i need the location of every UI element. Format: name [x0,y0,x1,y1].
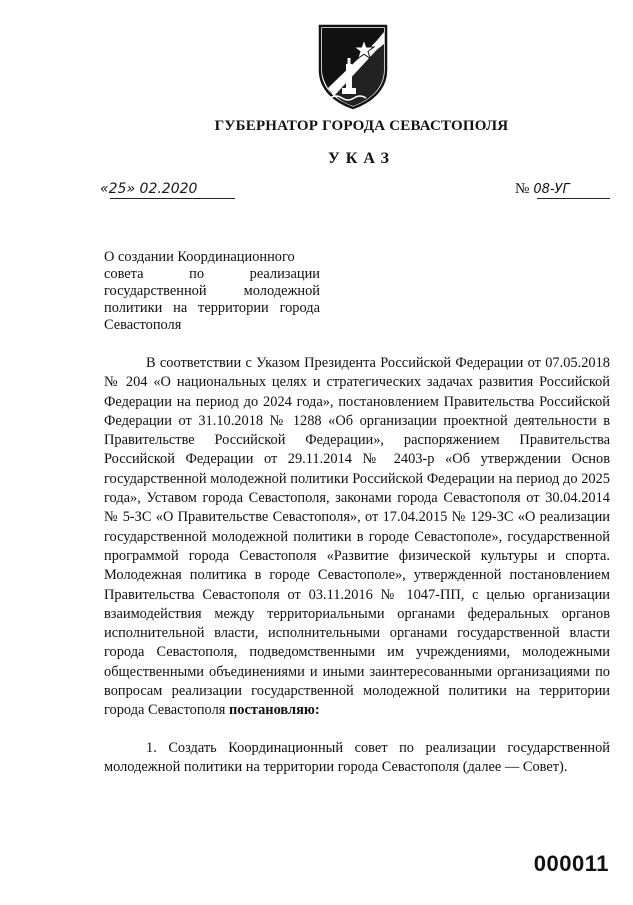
number-sign: № [515,181,530,197]
document-date [100,180,235,202]
document-subject [104,249,320,334]
document-number [515,180,610,202]
coat-of-arms-sevastopol-icon [314,24,392,110]
point-1-paragraph: 1. Создать Координационный совет по реализации государственной молодежной политики на территории города Севастополя (далее — Совет). [104,739,610,775]
subject-line: совета по реализации [104,266,320,282]
document-code: 000011 [533,851,609,876]
issuing-authority: ГУБЕРНАТОР ГОРОДА СЕВАСТОПОЛЯ [214,118,509,134]
document-body [104,354,610,777]
document-type: УКАЗ [328,150,395,167]
subject-line: Севастополя [104,317,182,333]
preamble-paragraph [104,354,610,721]
preamble-text: В соответствии с Указом Президента Российской Федерации от 07.05.2018 № 204 «О национальных целях и стратегических задачах развития Российской Федерации на период до 2024 года», постановлением Правительства Российской Федерации от 31.10.2018 № 1288 «Об организации проектной деятельности в Правительстве Российской Федерации», распоряжением Правительства Российской Федерации от 29.11.2014 № 2403-р «Об утверждении Основ государственной молодежной политики Российской Федерации на период до 2025 года», Уставом города Севастополя, законами города Севастополя от 30.04.2014 № 5-ЗС «О Правительстве Севастополя», от 17.04.2015 № 129-ЗС «О реализации государственной молодежной политики в городе Севастополе», государственной программой города Севастополя «Развитие физической культуры и спорта. Молодежная политика в городе Севастополе», утвержденной постановлением Правительства Севастополя от 03.11.2016 № 1047-ПП, с целью организации взаимодействия между территориальными органами федеральных органов исполнительной власти, исполнительными органами государственной власти города Севастополя, подведомственными им учреждениями, молодежными общественными объединениями и иными заинтересованными организациями по вопросам реализации государственной молодежной политики на территории города Севастополя [104,355,610,719]
decree-word: постановляю: [228,702,320,719]
document-date-value: «25» 02.2020 [100,181,198,197]
date-underline [110,198,235,199]
subject-line: государственной молодежной [104,283,320,299]
number-underline [537,198,610,199]
subject-line: политики на территории города [104,300,320,316]
subject-line: О создании Координационного [104,249,295,265]
document-number-value: 08-УГ [533,182,570,197]
